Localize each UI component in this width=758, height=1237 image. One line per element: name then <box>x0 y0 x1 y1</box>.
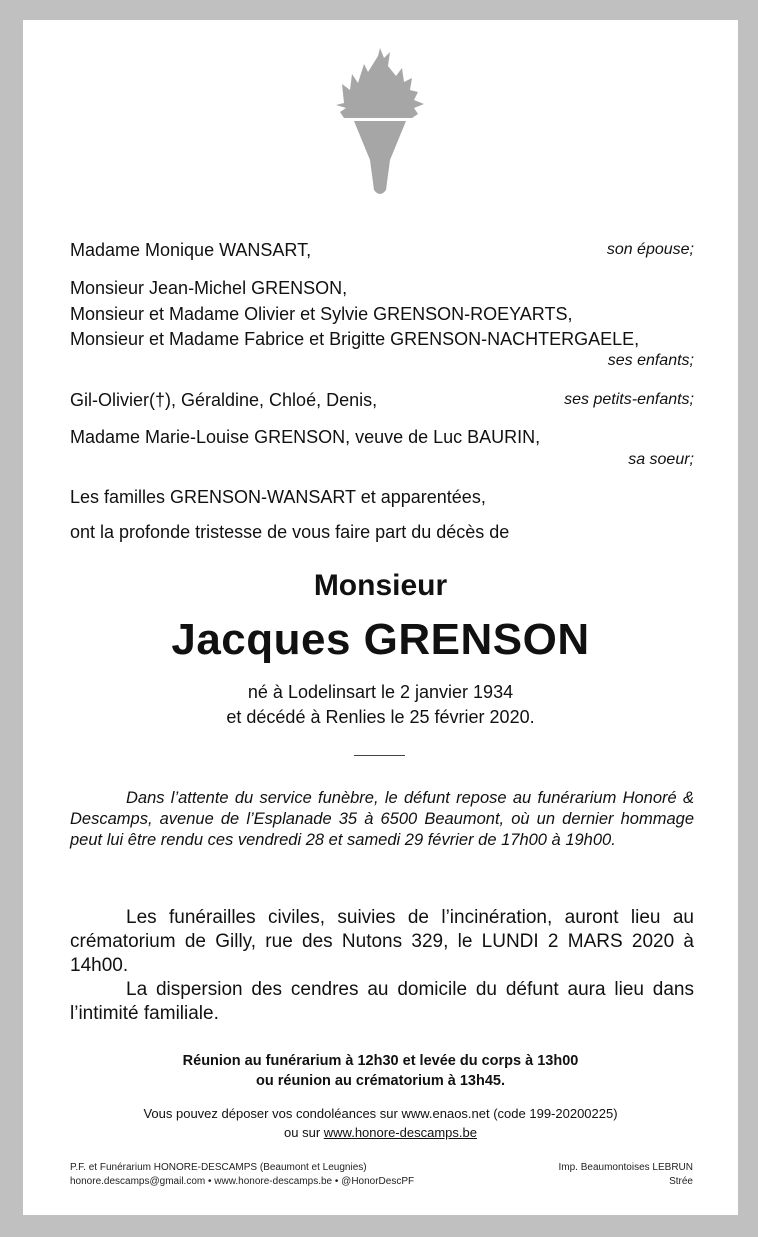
funerarium-notice-text: Dans l’attente du service funèbre, le défunt repose au funérarium Honoré & Descamps, avenue de l’Esplanade 35 à 6500 Beaumont, où un dernier hommage peut lui être rendu ces vendredi 28 et samedi 29 février de 17h00 à 19h00. <box>70 789 694 849</box>
sister-name: Madame Marie-Louise GRENSON, veuve de Luc BAURIN, <box>70 427 541 447</box>
ceremony-section <box>70 906 694 1026</box>
spouse-relation: son épouse; <box>606 241 694 258</box>
sister-relation: sa soeur; <box>628 451 694 468</box>
footer-funeral-home: P.F. et Funérarium HONORE-DESCAMPS (Beaumont et Leugnies) <box>70 1162 367 1173</box>
divider-line <box>354 755 405 756</box>
website-link[interactable]: www.honore-descamps.be <box>323 1125 477 1140</box>
child-1: Monsieur Jean-Michel GRENSON, <box>70 278 348 298</box>
deceased-name: Jacques GRENSON <box>171 615 590 664</box>
grandchildren-relation: ses petits-enfants; <box>564 391 694 408</box>
death-line: et décédé à Renlies le 25 février 2020. <box>226 707 535 727</box>
announcement-line: ont la profonde tristesse de vous faire part du décès de <box>70 522 510 542</box>
funeral-text: Les funérailles civiles, suivies de l’incinération, auront lieu au crématorium de Gilly, rue des Nutons 329, le LUNDI 2 MARS 2020 à 14h00. <box>70 907 694 976</box>
families-line: Les familles GRENSON-WANSART et apparentées, <box>70 487 486 507</box>
footer-contacts: honore.descamps@gmail.com • www.honore-descamps.be • @HonorDescPF <box>70 1176 415 1187</box>
torch-icon <box>334 48 426 198</box>
meeting-line-2: ou réunion au crématorium à 13h45. <box>256 1073 505 1089</box>
child-3: Monsieur et Madame Fabrice et Brigitte GRENSON-NACHTERGAELE, <box>70 329 640 349</box>
condolences-prefix: ou sur <box>284 1125 324 1140</box>
spouse-name: Madame Monique WANSART, <box>70 240 312 260</box>
grandchildren-names: Gil-Olivier(†), Géraldine, Chloé, Denis, <box>70 390 378 410</box>
children-relation: ses enfants; <box>607 352 694 369</box>
ashes-text: La dispersion des cendres au domicile du défunt aura lieu dans l’intimité familiale. <box>70 979 694 1024</box>
footer-printer: Imp. Beaumontoises LEBRUN <box>558 1162 693 1173</box>
funerarium-notice <box>70 788 694 851</box>
footer-printer-town: Strée <box>669 1176 693 1187</box>
condolences-line: Vous pouvez déposer vos condoléances sur www.enaos.net (code 199-20200225) <box>143 1106 618 1121</box>
birth-line: né à Lodelinsart le 2 janvier 1934 <box>247 682 514 702</box>
meeting-line-1: Réunion au funérarium à 12h30 et levée du corps à 13h00 <box>182 1053 579 1069</box>
child-2: Monsieur et Madame Olivier et Sylvie GRENSON-ROEYARTS, <box>70 304 573 324</box>
condolences-link-line <box>23 1124 738 1142</box>
deceased-title: Monsieur <box>313 569 448 602</box>
